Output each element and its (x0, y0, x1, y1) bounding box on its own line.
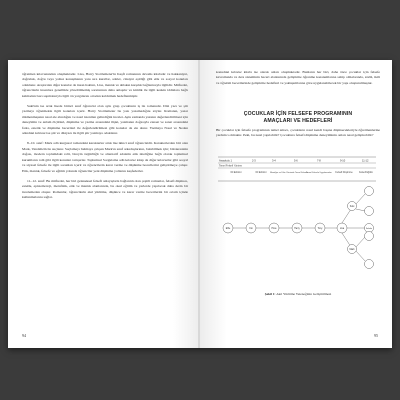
page-number-left: 94 (22, 333, 26, 338)
reasoning-development-diagram (216, 149, 378, 289)
grade-header: 3-4 (272, 159, 276, 163)
node-label: Kio (249, 227, 253, 230)
figure-caption-text: Akıl Yürütme Yeteneğinin Geliştirilmesi (276, 292, 332, 296)
grade-header: 2-3 (252, 159, 256, 163)
node-label: Suki (349, 205, 355, 208)
paragraph: öğretmen kılavuzundan oluşmaktadır. Lisa, Harry Stottlemeier'in Keşfi romanının devamı kitabıdır ve hakkaniyet, doğruluk, doğru veya yalnız konuşmanın yanı sıra kurallar, adalet, cinsiyet eşitliği gibi etik ve sosyal konuları odaklanır. Araştırılan diğer konular da insan hakları, Lisa, mantık ve ahlakın karşılık bağlantısıyla ilgilidir. Müfredat, öğrencilerin insanlara genellikle yöneltilmemiş sorularının daha anlaşılır ve kimlik ile ilgili keskin iddialara bağlı kalmadan bazı sapmalarıyla ilgili ön yargılarını ortadan kaldırmak hedeflenmiştir. (22, 72, 188, 98)
book-spread (8, 60, 392, 348)
column-label: Dil Edinimi (255, 172, 267, 174)
grade-header: 11-12 (362, 159, 369, 163)
grade-row-label: Anaokulu 1 (219, 159, 232, 163)
subrow-label: Temel Felsefi Yöntem (219, 164, 242, 168)
chapter-heading-line1: ÇOCUKLAR İÇİN FELSEFE PROGRAMININ (243, 111, 353, 117)
paragraph: 11.-12. sınıf: Bu müfredat, her biri geleneksel felsefi anlayışlarla bağlantılı olan çeşitli romanlar, felsefi düşünce, estetik, epistemoloji, metafizik, etik ve mantık alanlarında, bu okul eğitim ve yerlerde yapılacak daha derin bir incelemeden oluşur. Romanlar, öğrencilerin akıl yürütme, düşünce ve karar verme becerilerini bir ortam içinde kullanmalarını sağlar. (22, 178, 188, 200)
node-label: Harry (294, 227, 300, 230)
grade-header: 7-8 (317, 159, 321, 163)
figure-caption-label: Şekil 1: (264, 292, 276, 296)
figure-diagram (216, 149, 378, 289)
paragraph: konudaki kılavuz kitabı ise olarak onları oluşmaktadır. Bunların her biri, daha önce çocuklar için felsefe kavramında ve ders sisteminin beceri alanlarında geliştirme öğrenme kazanımlarına sahip olmalarında, sözlü, ikili ve öğretim becerilerinde geliştirme hedefleri ve yaklaşımlarına göre uygulanabilecek bir yapı oluşturulmuştur. (216, 70, 380, 85)
chapter-heading-line2: AMAÇLARI VE HEDEFLERİ (263, 118, 333, 124)
figure-caption (216, 292, 380, 296)
node-label: Felsefe (365, 227, 373, 230)
grade-header: 5-6 (294, 159, 298, 163)
node-label: Lisa (339, 227, 345, 230)
chapter-heading (216, 111, 380, 125)
column-label: Felsefi Eğitim (359, 172, 373, 174)
section-intro (216, 128, 380, 138)
node-label: Elfie (225, 227, 231, 230)
paragraph: Bir çocuklar için felsefe programının temel amacı, çocukların nasıl kendi başına düşünecekleriyle öğretmenlerine yardımcı olmaktır. Peki, bu nasıl yapılabilir? Çocuklara felsefi düşünme deneyiminin onları nasıl geliştirebilir? (216, 128, 380, 138)
column-label: Dil Edinimi (230, 172, 242, 174)
left-page (8, 60, 200, 348)
grade-header: 9-10 (340, 159, 346, 163)
node-label: Mark (349, 248, 355, 251)
page-number-right: 95 (374, 333, 378, 338)
right-page (200, 60, 392, 348)
node-label: Pixie (271, 227, 277, 230)
left-page-body (22, 72, 188, 201)
column-label: Temel Felsefe Uygulamaları (306, 172, 332, 174)
paragraph: 8.-10. sınıf: Mark adlı kurgusal romandaki karakterler artık lise ikinci sınıf öğrencisidir. Karakterlerden biri olan Mark, Vandalizm ile suçlanır. Suçlamayı bulmaya çalışan Mark'ın sınıf arkadaşlarının, bulabilmek için; bürokrasinin doğası, modern toplumdaki rolü, bireyin özgürlüğü ve alternatif adaletin etik niteliğine bağlı olarak toplumsal kurumların rolü gibi ilgili konuları tartışırlar. Toplumsal Sorgulama adlı kılavuz kitap da diğer kılavuzlar gibi sosyal ve siyasal felsefe ile ilgili sorunları içerir ve öğrencilerin karar verme ve düşünme becerilerini geliştirmeye çalışır. Etik, mantık, felsefe ve eğitim yolunda öğrenciler yeni düşünme yollarını keşfederler. (22, 141, 188, 173)
right-page-intro (216, 70, 380, 86)
node-label: Tony (317, 227, 323, 230)
column-label: Mantığın ve Dilin Ötesinde Temel Felsefe (270, 172, 308, 174)
column-label: Felsefi Düşünme (335, 172, 353, 174)
paragraph: Suki'nin ise artık lisede birinci sınıf öğrencisi olan aynı grup çocukların iş ile romanıdır. Dizi yazı ve şiir yazmayı öğretmekle ilgili konuları içerir. Harry Stottlemeier bu yazı yazamadığını söyler. Romanın, yazar rükmenmaşının nasıl ele alındığını ve nasıl istenilen gelindiğini inceler. Aynı zamanda yazının değerlendirilmesi için deneyimin ve anlam ölçütleri, düşünme ve yazma arasındaki ilişki, yazmanın doğasıyla zanaat ve sanat arasındaki farkı, estetik ve düşünme becerileri ile değerlendirilmesi gibi konular da ele alınır. Yazmaya Nasıl ve Neden adındaki kılavuz ise şiir ve düzyazı ile ilgili şiir yazmaya odaklanır. (22, 104, 188, 136)
